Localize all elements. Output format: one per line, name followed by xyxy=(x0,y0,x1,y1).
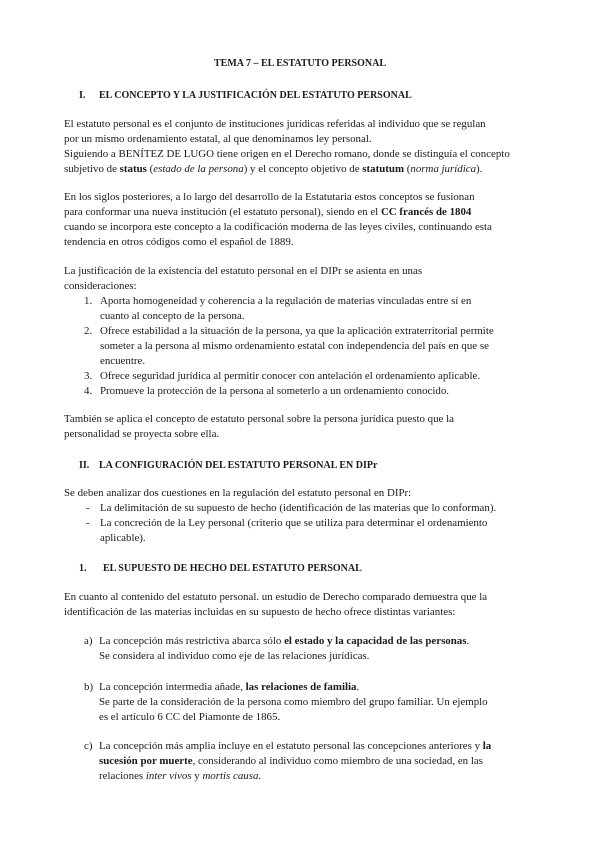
dash-marker: - xyxy=(86,517,90,529)
text-line: En cuanto al contenido del estatuto personal. un estudio de Derecho comparado demuestra que la xyxy=(64,591,488,603)
bold-term: statutum xyxy=(362,163,405,175)
text-line: personalidad se proyecta sobre ella. xyxy=(64,428,220,440)
bold-term: las relaciones de familia xyxy=(245,681,357,693)
text-line: subjetivo de status (estado de la persona) y el concepto objetivo de statutum (norma jurídica). xyxy=(64,163,483,175)
text-line: identificación de las materias incluidas en su supuesto de hecho ofrece distintas variantes: xyxy=(64,606,456,618)
text-line: La justificación de la existencia del estatuto personal en el DIPr se asienta en unas xyxy=(64,265,423,277)
text-line: También se aplica el concepto de estatuto personal sobre la persona jurídica puesto que la xyxy=(64,413,454,425)
bold-term: la xyxy=(482,740,492,752)
list-item: 3. Ofrece seguridad jurídica al permitir conocer con antelación el ordenamiento aplicable. xyxy=(84,370,481,382)
section-number: I. xyxy=(79,90,86,101)
lettered-item-c: c) La concepción más amplia incluye en el estatuto personal las concepciones anteriores y la sucesión por muerte, considerando al individuo como miembro de una sociedad, en las relaciones inter vivos y mortis causa. xyxy=(84,740,492,782)
italic-term: mortis causa xyxy=(202,770,259,782)
text-line: para conformar una nueva institución (el estatuto personal), siendo en el CC francés de 1804 xyxy=(64,206,472,218)
list-number: 3. xyxy=(84,370,93,382)
lettered-item-a: a) La concepción más restrictiva abarca sólo el estado y la capacidad de las personas. Se considera al individuo como eje de las relaciones jurídicas. xyxy=(84,635,470,662)
text-line: Siguiendo a BENÍTEZ DE LUGO tiene origen en el Derecho romano, donde se distinguía el concepto xyxy=(64,148,510,160)
text-line: cuando se incorpora este concepto a la codificación moderna de las leyes civiles, continuando esta xyxy=(64,221,492,233)
paragraph-section2-intro xyxy=(64,486,537,501)
paragraph-history xyxy=(64,190,537,250)
list-letter: c) xyxy=(84,740,93,752)
paragraph-definition xyxy=(64,117,537,177)
section-heading-2 xyxy=(79,458,377,473)
italic-term: inter vivos xyxy=(145,770,192,782)
list-item: 2. Ofrece estabilidad a la situación de la persona, ya que la aplicación extraterritorial permite someter a la persona al mismo ordenamiento estatal con independencia del país en que se encuentre. xyxy=(84,325,494,367)
list-number: 2. xyxy=(84,325,93,337)
section-title: EL CONCEPTO Y LA JUSTIFICACIÓN DEL ESTATUTO PERSONAL xyxy=(99,90,412,101)
list-letter: a) xyxy=(84,635,93,647)
bold-term: status xyxy=(119,163,147,175)
list-item: - La delimitación de su supuesto de hecho (identificación de las materias que lo conforman). xyxy=(86,502,497,514)
dash-marker: - xyxy=(86,502,90,514)
text-line: consideraciones: xyxy=(64,280,137,292)
section-number: 1. xyxy=(79,563,87,574)
section-title: LA CONFIGURACIÓN DEL ESTATUTO PERSONAL EN DIPr xyxy=(99,460,378,471)
bold-term: CC francés de 1804 xyxy=(380,206,472,218)
text-line: En los siglos posteriores, a lo largo del desarrollo de la Estatutaria estos conceptos se fusionan xyxy=(64,191,475,203)
list-number: 1. xyxy=(84,295,93,307)
bold-term: el estado y la capacidad de las personas xyxy=(284,635,467,647)
italic-term: norma jurídica xyxy=(410,163,477,175)
paragraph-legal-person xyxy=(64,412,537,442)
list-letter: b) xyxy=(84,681,94,693)
bold-term: sucesión por muerte xyxy=(99,755,193,767)
numbered-list xyxy=(64,294,537,399)
paragraph-section3-intro xyxy=(64,590,537,620)
section-number: II. xyxy=(79,460,90,471)
section-heading-3 xyxy=(79,561,362,576)
dash-list xyxy=(64,501,537,546)
text-line: por un mismo ordenamiento estatal, al que denominamos ley personal. xyxy=(64,133,372,145)
section-title: EL SUPUESTO DE HECHO DEL ESTATUTO PERSONAL xyxy=(103,563,362,574)
list-item: 4. Promueve la protección de la persona al someterlo a un ordenamiento conocido. xyxy=(84,385,449,397)
document-title: TEMA 7 – EL ESTATUTO PERSONAL xyxy=(214,58,386,69)
list-item: 1. Aporta homogeneidad y coherencia a la regulación de materias vinculadas entre sí en cuanto al concepto de la persona. xyxy=(84,295,472,322)
text-line: Se deben analizar dos cuestiones en la regulación del estatuto personal en DIPr: xyxy=(64,487,412,499)
list-item: - La concreción de la Ley personal (criterio que se utiliza para determinar el ordenamiento aplicable). xyxy=(86,517,488,544)
text-line: tendencia en otros códigos como el español de 1889. xyxy=(64,236,294,248)
text-line: El estatuto personal es el conjunto de instituciones jurídicas referidas al individuo que se regulan xyxy=(64,118,486,130)
italic-term: estado de la persona xyxy=(153,163,244,175)
section-heading-1 xyxy=(79,88,412,103)
lettered-item-b: b) La concepción intermedia añade, las relaciones de familia. Se parte de la consideración de la persona como miembro del grupo familiar. Un ejemplo es el artículo 6 CC del Piamonte de 1865. xyxy=(84,681,488,723)
list-number: 4. xyxy=(84,385,93,397)
paragraph-justification xyxy=(64,264,537,294)
